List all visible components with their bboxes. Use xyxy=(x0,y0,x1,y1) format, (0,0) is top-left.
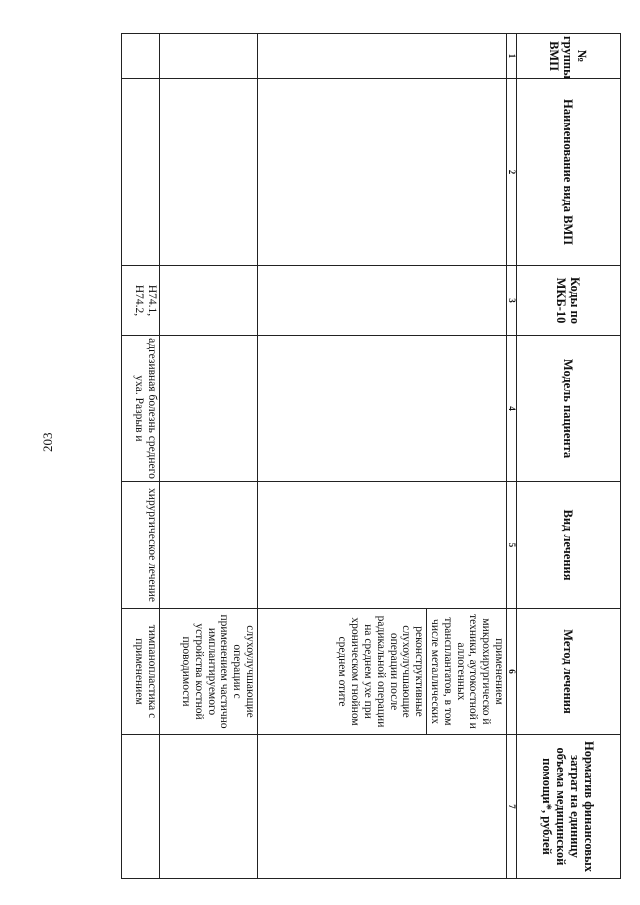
table-cell xyxy=(160,735,258,879)
col-number: 1 xyxy=(507,34,517,79)
header-patient-model: Модель пациента xyxy=(517,336,621,482)
table-cell xyxy=(160,266,258,336)
table-cell xyxy=(258,735,507,879)
table-row xyxy=(160,34,258,879)
method-text: слухоулучшающие операции с применением частично имплантируемого устройства костной проводимости xyxy=(160,609,258,735)
col-number: 7 xyxy=(507,735,517,879)
header-row xyxy=(517,34,621,879)
column-number-row xyxy=(507,34,517,879)
col-number: 2 xyxy=(507,79,517,266)
header-group-number: № группы ВМП xyxy=(517,34,621,79)
table-cell xyxy=(122,79,160,266)
col-number: 5 xyxy=(507,482,517,609)
table-cell xyxy=(258,79,507,266)
table-cell xyxy=(160,336,258,482)
header-icd-codes: Коды по МКБ-10 xyxy=(517,266,621,336)
vmp-table xyxy=(121,33,621,879)
treatment-type-cell: хирургическое лечение xyxy=(122,482,160,609)
table-cell xyxy=(258,336,507,482)
table-cell xyxy=(258,609,507,735)
icd-codes-cell: H74.1, H74.2, xyxy=(122,266,160,336)
table-cell xyxy=(160,34,258,79)
table-row xyxy=(258,34,507,879)
header-vmp-name: Наименование вида ВМП xyxy=(517,79,621,266)
header-cost-norm: Норматив финансовых затрат на единицу объема медицинской помощи*, рублей xyxy=(517,735,621,879)
col-number: 3 xyxy=(507,266,517,336)
table-cell xyxy=(160,482,258,609)
table-cell xyxy=(258,34,507,79)
rotated-table-wrapper xyxy=(69,33,621,878)
patient-model-cell: адгезивная болезнь среднего уха. Разрыв и xyxy=(122,336,160,482)
page-number: 203 xyxy=(40,432,55,452)
table-row xyxy=(122,34,160,879)
table-cell xyxy=(122,34,160,79)
method-text: применением микрохирургическо й техники, аутокостной и аллогенных трансплантатов, в том числе металлических xyxy=(426,609,506,734)
table-cell xyxy=(160,79,258,266)
header-treatment-method: Метод лечения xyxy=(517,609,621,735)
method-cell-group xyxy=(335,609,506,734)
header-treatment-type: Вид лечения xyxy=(517,482,621,609)
table-cell xyxy=(258,266,507,336)
table-cell xyxy=(122,735,160,879)
table-cell xyxy=(258,482,507,609)
method-text: реконструктивные слухоулучшающие операции после радикальной операции на среднем ухе при хроническом гнойном среднем отите xyxy=(336,615,426,728)
col-number: 6 xyxy=(507,609,517,735)
method-text: тимпанопластика с применением xyxy=(122,609,160,735)
col-number: 4 xyxy=(507,336,517,482)
